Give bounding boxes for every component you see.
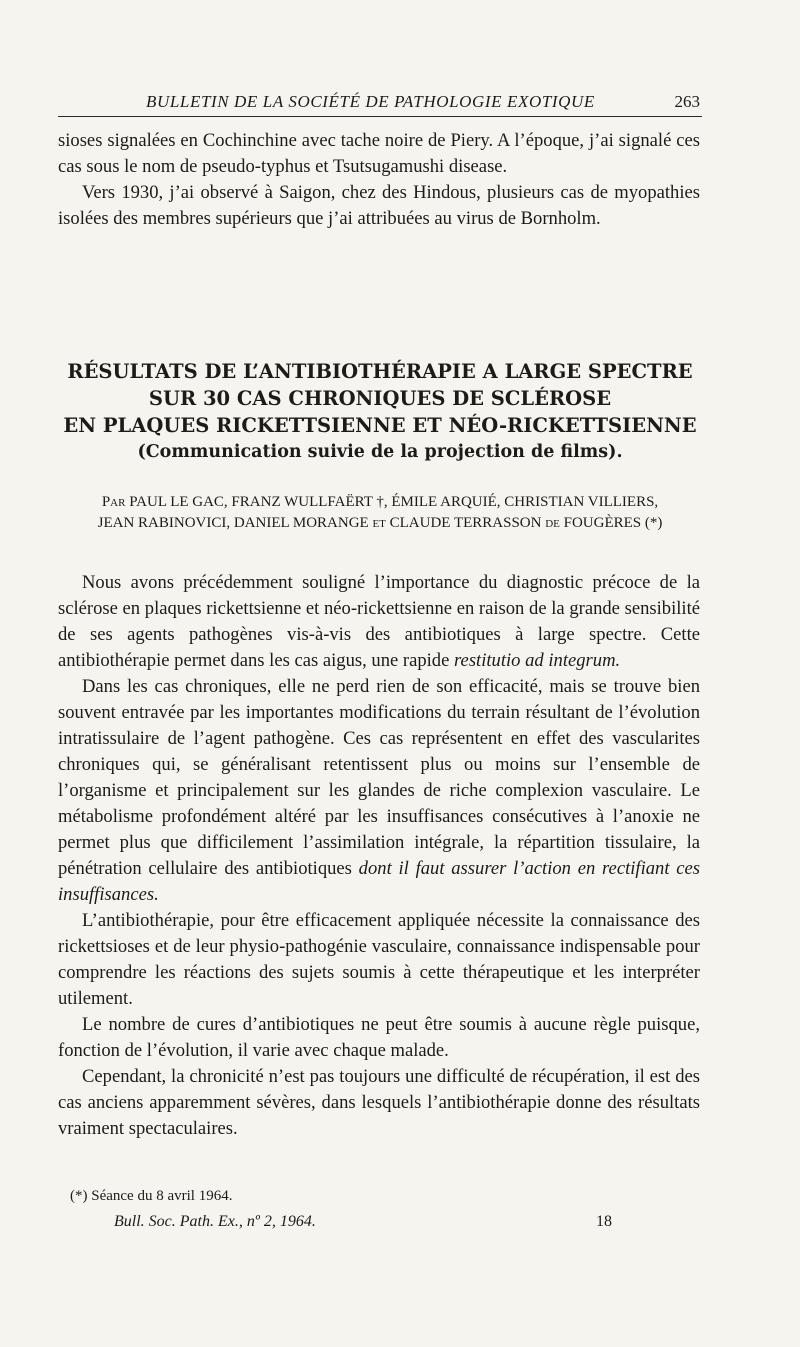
article-subtitle: (Communication suivie de la projection de films). xyxy=(137,442,623,462)
body-paragraph-3: L’antibiothérapie, pour être efficacement appliquée nécessite la connaissance des rickettsioses et de leur physio-pathogénie vasculaire, connaissance indispensable pour comprendre les réactions des sujets soumis à cette thérapeutique et les interpréter utilement. xyxy=(58,910,700,1009)
title-line-1: RÉSULTATS DE L’ANTIBIOTHÉRAPIE A LARGE SPECTRE xyxy=(67,360,693,383)
intro-text xyxy=(58,128,700,232)
emphasis-phrase: dont il faut assurer l’action en rectifiant ces insuffisances. xyxy=(58,858,700,905)
running-header xyxy=(58,86,702,117)
body-paragraph-2: Dans les cas chroniques, elle ne perd rien de son efficacité, mais se trouve bien souvent entravée par les importantes modifications du terrain résultant de l’évolution intratissulaire de l’agent pathogène. Ces cas représentent en effet des vascularites chroniques qui, se généralisant retentissent plus ou moins sur l’ensemble de l’organisme et principalement sur les glandes de riche complexion vasculaire. Le métabolisme profondément altéré par les insuffisances consécutives à l’anoxie ne permet plus que difficilement l’assimilation intégrale, la répartition tissulaire, la pénétration cellulaire des antibiotiques dont il faut assurer l’action en rectifiant ces insuffisances. xyxy=(58,676,700,905)
intro-paragraph-1: sioses signalées en Cochinchine avec tache noire de Piery. A l’époque, j’ai signalé ces cas sous le nom de pseudo-typhus et Tsutsugamushi disease. xyxy=(58,130,700,177)
author-list xyxy=(58,492,702,534)
article-title xyxy=(40,358,720,465)
latin-phrase: restitutio ad integrum. xyxy=(454,650,621,671)
page-number: 263 xyxy=(674,92,700,111)
footnote: (*) Séance du 8 avril 1964. xyxy=(70,1188,233,1204)
title-line-2: SUR 30 CAS CHRONIQUES DE SCLÉROSE xyxy=(148,387,612,410)
body-paragraph-5: Cependant, la chronicité n’est pas toujours une difficulté de récupération, il est des cas anciens apparemment sévères, dans lesquels l’antibiothérapie donne des résultats vraiment spectaculaires. xyxy=(58,1066,700,1139)
article-body xyxy=(58,570,700,1142)
journal-citation: Bull. Soc. Path. Ex., nº 2, 1964. xyxy=(114,1213,316,1230)
title-line-3: EN PLAQUES RICKETTSIENNE ET NÉO-RICKETTSIENNE xyxy=(63,414,697,437)
body-paragraph-4: Le nombre de cures d’antibiotiques ne peut être soumis à aucune règle puisque, fonction de l’évolution, il varie avec chaque malade. xyxy=(58,1014,700,1061)
journal-title: BULLETIN DE LA SOCIÉTÉ DE PATHOLOGIE EXOTIQUE xyxy=(146,92,595,111)
authors-line-2: JEAN RABINOVICI, DANIEL MORANGE et CLAUDE TERRASSON de FOUGÈRES (*) xyxy=(97,515,663,531)
page-citation xyxy=(114,1213,634,1231)
intro-paragraph-2: Vers 1930, j’ai observé à Saigon, chez des Hindous, plusieurs cas de myopathies isolées des membres supérieurs que j’ai attribuées au virus de Bornholm. xyxy=(58,182,700,229)
authors-line-1: Par PAUL LE GAC, FRANZ WULLFAËRT †, ÉMILE ARQUIÉ, CHRISTIAN VILLIERS, xyxy=(101,494,659,510)
sheet-number: 18 xyxy=(596,1213,612,1230)
body-paragraph-1: Nous avons précédemment souligné l’importance du diagnostic précoce de la sclérose en plaques rickettsienne et néo-rickettsienne en raison de la grande sensibilité de ses agents pathogènes vis-à-vis des antibiotiques à large spectre. Cette antibiothérapie permet dans les cas aigus, une rapide restitutio ad integrum. xyxy=(58,572,700,671)
